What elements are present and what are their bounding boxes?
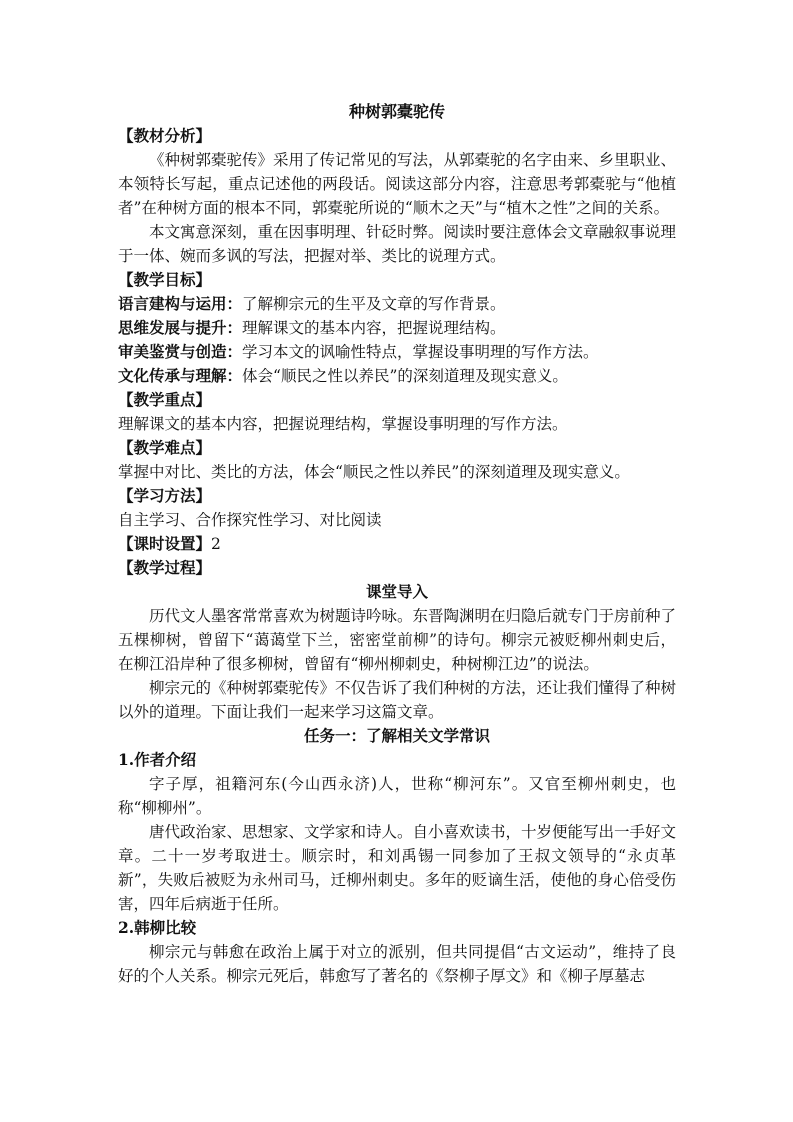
author-paragraph-2: 唐代政治家、思想家、文学家和诗人。自小喜欢读书，十岁便能写出一手好文章。二十一岁考取进士。顺宗时，和刘禹锡一同参加了王叔文领导的“永贞革新”，失败后被贬为永州司马，迁柳州刺史。多年的贬谪生活，使他的身心倍受伤害，四年后病逝于任所。 [118,823,677,913]
goal-item [118,316,676,340]
section-heading-analysis: 【教材分析】 [118,126,212,145]
section-heading-difficulties: 【教学难点】 [118,438,212,457]
intro-paragraph-2: 柳宗元的《种树郭橐驼传》不仅告诉了我们种树的方法，还让我们懂得了种树以外的道理。下面让我们一起来学习这篇文章。 [118,679,677,721]
hours-value: 2 [211,535,221,553]
goal-text: 学习本文的讽喻性特点，掌握设事明理的写作方法。 [242,343,599,361]
analysis-paragraph-1: 《种树郭橐驼传》采用了传记常见的写法，从郭橐驼的名字由来、乡里职业、本领特长写起，重点记述他的两段话。阅读这部分内容，注意思考郭橐驼与“他植者”在种树方面的根本不同，郭橐驼所说的“顺木之天”与“植木之性”之间的关系。 [118,151,677,217]
compare-heading: 2.韩柳比较 [118,918,197,937]
goal-label: 文化传承与理解： [118,366,243,385]
goal-text: 理解课文的基本内容，把握说理结构。 [242,319,506,337]
task1-title: 任务一：了解相关文学常识 [303,726,490,745]
section-heading-goals: 【教学目标】 [118,270,212,289]
goal-label: 语言建构与运用： [118,294,243,313]
difficulties-text: 掌握中对比、类比的方法，体会“顺民之性以养民”的深刻道理及现实意义。 [118,463,630,481]
goal-item [118,340,676,364]
document-page [118,96,676,988]
section-heading-key-points: 【教学重点】 [118,390,212,409]
key-points-text: 理解课文的基本内容，把握说理结构，掌握设事明理的写作方法。 [118,415,568,433]
intro-title: 课堂导入 [365,582,428,601]
hours-label: 【课时设置】 [118,534,212,553]
document-title: 种树郭橐驼传 [348,102,445,121]
goal-text: 了解柳宗元的生平及文章的写作背景。 [242,295,506,313]
section-heading-process: 【教学过程】 [118,558,212,577]
goal-item [118,292,676,316]
analysis-paragraph-2: 本文寓意深刻，重在因事明理、针砭时弊。阅读时要注意体会文章融叙事说理于一体、婉而多讽的写法，把握对举、类比的说理方式。 [118,223,677,265]
compare-paragraph-1: 柳宗元与韩愈在政治上属于对立的派别，但共同提倡“古文运动”，维持了良好的个人关系。柳宗元死后，韩愈写了著名的《祭柳子厚文》和《柳子厚墓志 [118,943,676,985]
intro-paragraph-1: 历代文人墨客常常喜欢为树题诗吟咏。东晋陶渊明在归隐后就专门于房前种了五棵柳树，曾留下“蔼蔼堂下兰，密密堂前柳”的诗句。柳宗元被贬柳州刺史后，在柳江沿岸种了很多柳树，曾留有“柳州柳刺史，种树柳江边”的说法。 [118,607,677,673]
goal-item [118,364,676,388]
methods-text: 自主学习、合作探究性学习、对比阅读 [118,511,382,529]
goal-text: 体会“顺民之性以养民”的深刻道理及现实意义。 [242,367,568,385]
section-heading-methods: 【学习方法】 [118,486,212,505]
author-paragraph-1: 字子厚，祖籍河东(今山西永济)人，世称“柳河东”。又官至柳州刺史，也称“柳柳州”。 [118,775,676,817]
author-heading: 1.作者介绍 [118,750,197,769]
section-heading-hours [118,532,676,556]
goal-label: 审美鉴赏与创造： [118,342,243,361]
goal-label: 思维发展与提升： [118,318,243,337]
